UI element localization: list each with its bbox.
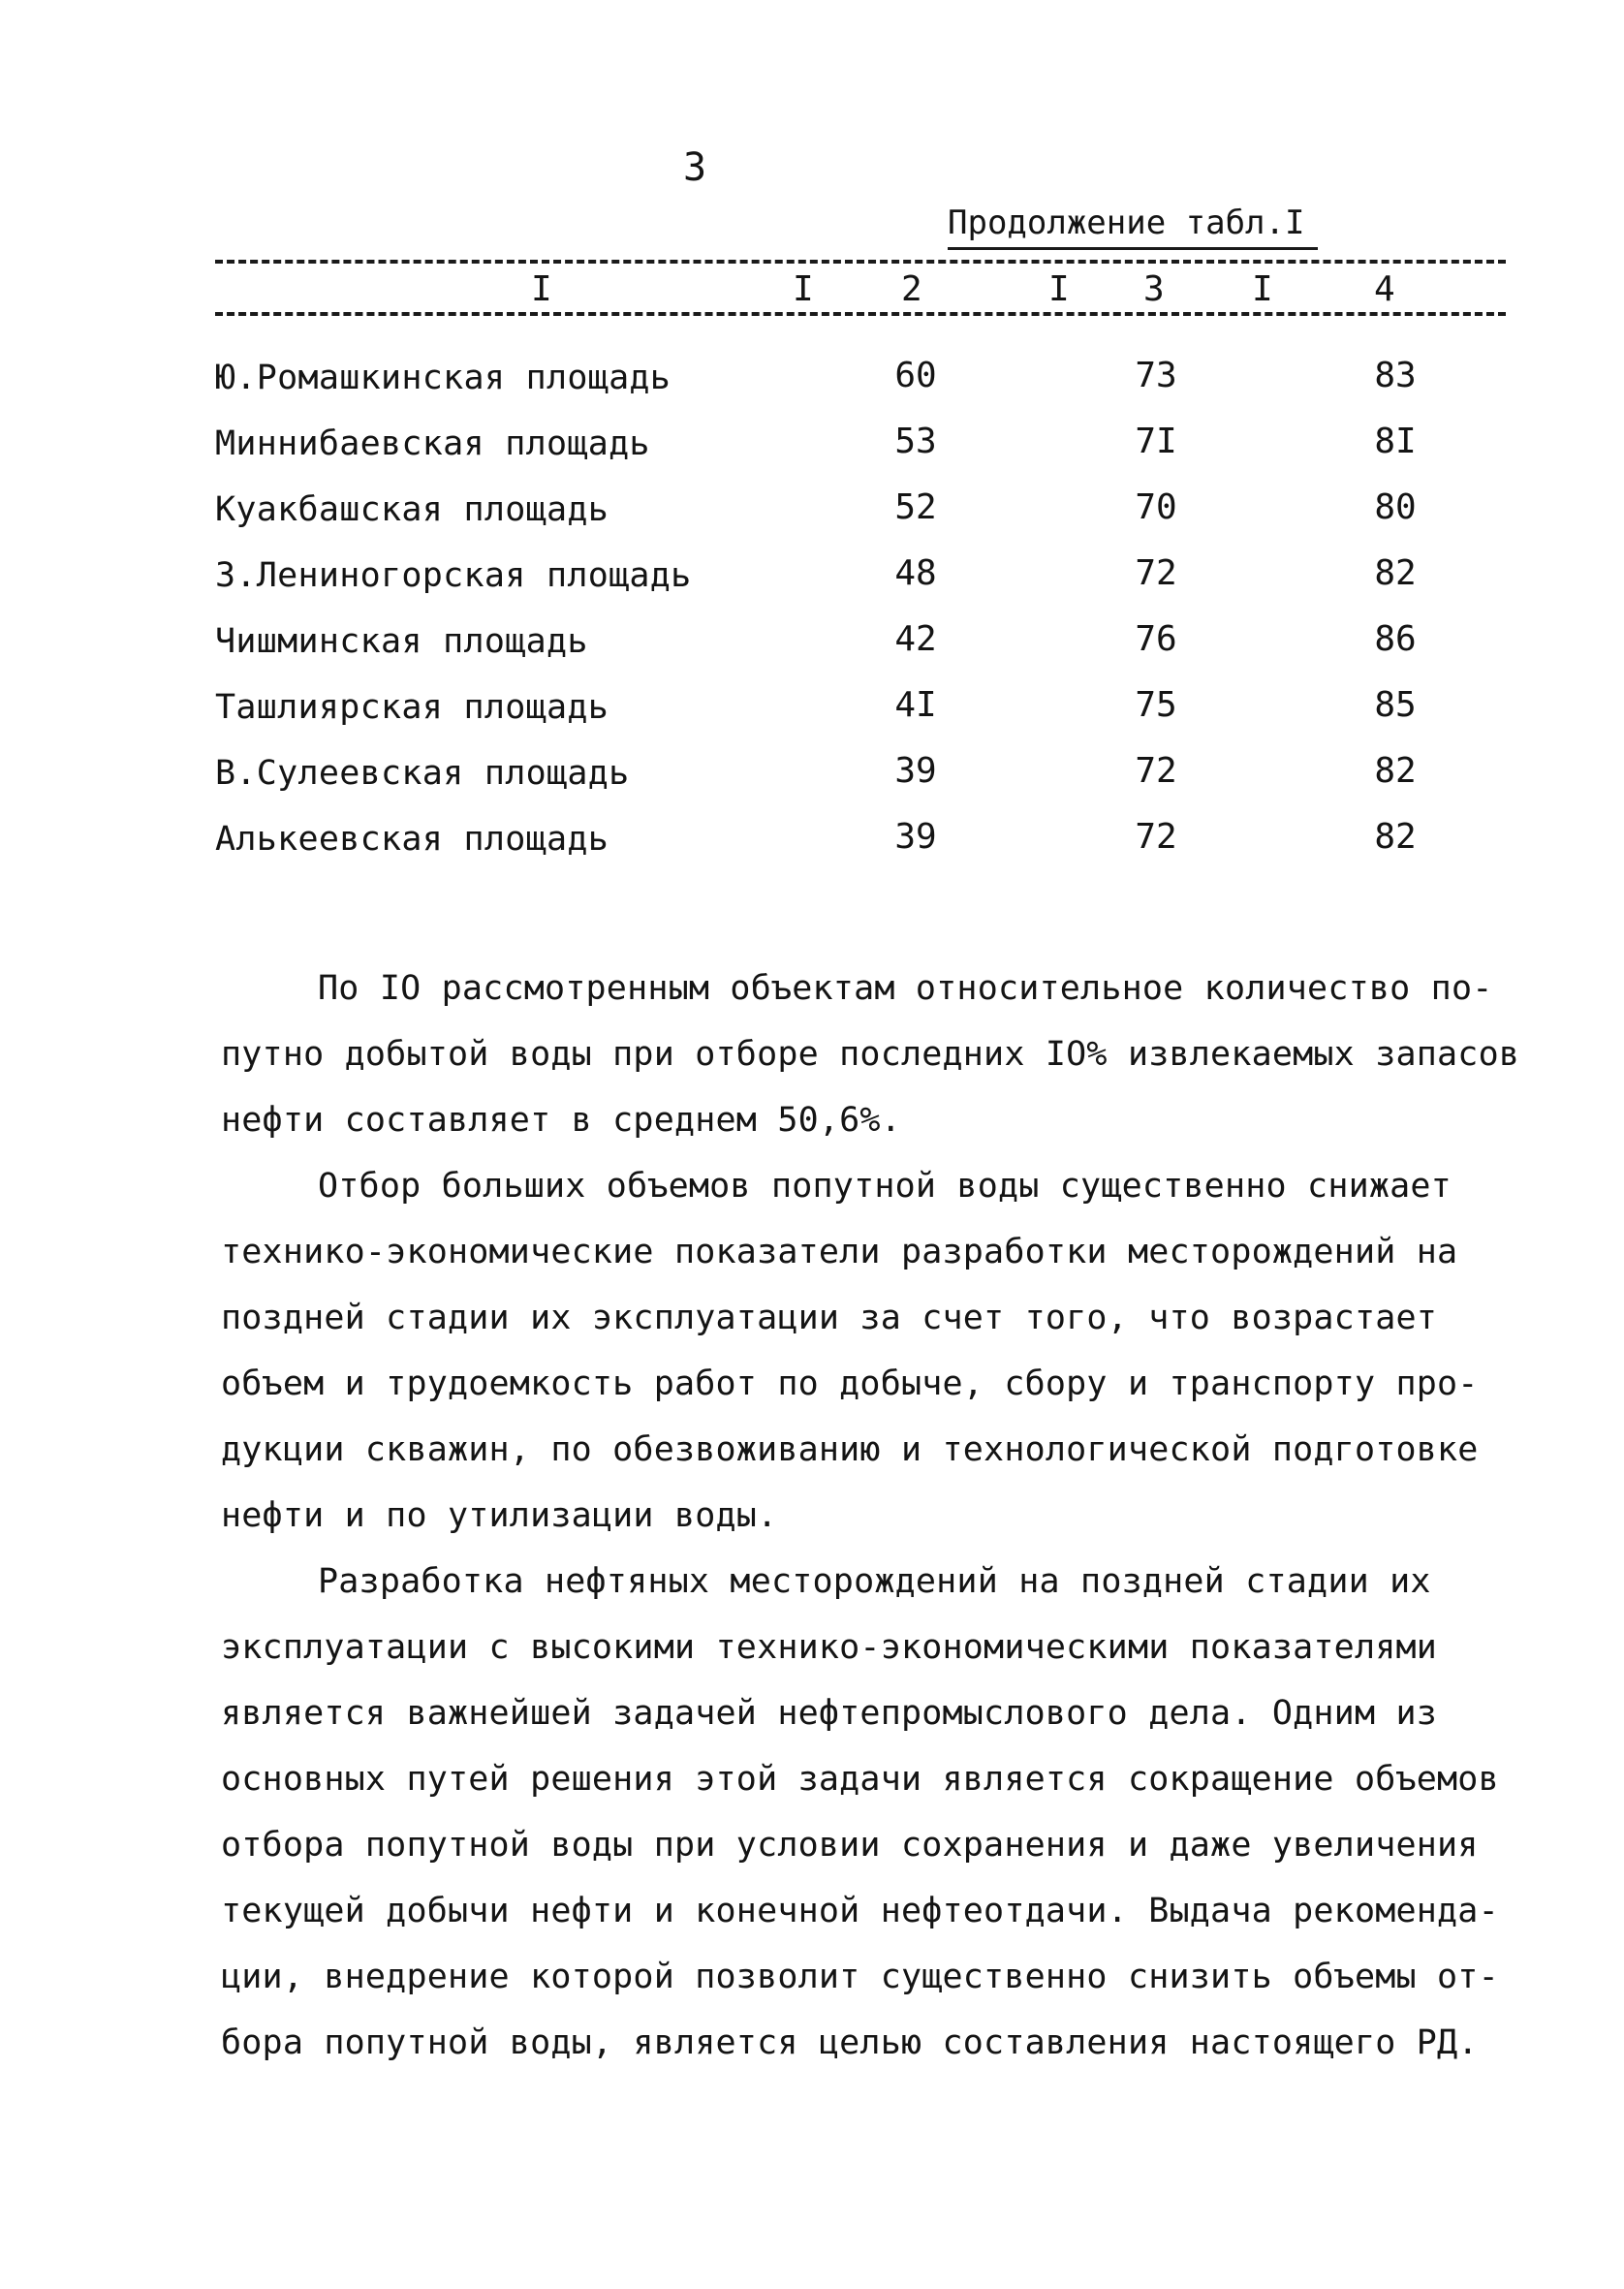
cell-col-2: 48 bbox=[894, 553, 937, 593]
table-header-separator: I bbox=[793, 269, 814, 309]
paragraph-line: нефти и по утилизации воды. bbox=[221, 1496, 778, 1535]
cell-col-4: 86 bbox=[1374, 619, 1417, 659]
row-label: Куакбашская площадь bbox=[215, 490, 609, 529]
cell-col-4: 83 bbox=[1374, 356, 1417, 395]
cell-col-3: 72 bbox=[1135, 817, 1177, 857]
cell-col-2: 53 bbox=[894, 422, 937, 461]
cell-col-3: 72 bbox=[1135, 553, 1177, 593]
paragraph-line: поздней стадии их эксплуатации за счет того, что возрастает bbox=[221, 1299, 1438, 1337]
paragraph-line: Разработка нефтяных месторождений на поздней стадии их bbox=[318, 1562, 1431, 1601]
cell-col-4: 82 bbox=[1374, 817, 1417, 857]
row-label: З.Лениногорская площадь bbox=[215, 556, 692, 595]
table-header-col-3: 3 bbox=[1143, 269, 1165, 309]
paragraph-line: Отбор больших объемов попутной воды существенно снижает bbox=[318, 1167, 1452, 1206]
paragraph-line: объем и трудоемкость работ по добыче, сбору и транспорту про- bbox=[221, 1364, 1479, 1403]
table-header-col-4: 4 bbox=[1374, 269, 1395, 309]
paragraph-line: эксплуатации с высокими технико-экономическими показателями bbox=[221, 1628, 1438, 1667]
cell-col-3: 72 bbox=[1135, 751, 1177, 791]
paragraph-line: отбора попутной воды при условии сохранения и даже увеличения bbox=[221, 1826, 1479, 1865]
cell-col-2: 39 bbox=[894, 751, 937, 791]
table-header-col-1: I bbox=[531, 269, 552, 309]
row-label: Ю.Ромашкинская площадь bbox=[215, 359, 671, 397]
cell-col-4: 85 bbox=[1374, 685, 1417, 725]
table-header-separator: I bbox=[1048, 269, 1070, 309]
cell-col-4: 82 bbox=[1374, 751, 1417, 791]
paragraph-line: нефти составляет в среднем 50,6%. bbox=[221, 1101, 901, 1140]
paragraph-line: путно добытой воды при отборе последних IO% извлекаемых запасов bbox=[221, 1035, 1520, 1074]
cell-col-2: 52 bbox=[894, 487, 937, 527]
cell-col-4: 82 bbox=[1374, 553, 1417, 593]
cell-col-2: 39 bbox=[894, 817, 937, 857]
paragraph-line: дукции скважин, по обезвоживанию и технологической подготовке bbox=[221, 1430, 1479, 1469]
paragraph-line: технико-экономические показатели разработки месторождений на bbox=[221, 1233, 1458, 1271]
row-label: Миннибаевская площадь bbox=[215, 424, 650, 463]
paragraph-line: ции, внедрение которой позволит существенно снизить объемы от- bbox=[221, 1958, 1499, 1996]
table-header-col-2: 2 bbox=[901, 269, 922, 309]
cell-col-2: 60 bbox=[894, 356, 937, 395]
row-label: Чишминская площадь bbox=[215, 622, 588, 661]
cell-col-2: 4I bbox=[894, 685, 937, 725]
cell-col-3: 75 bbox=[1135, 685, 1177, 725]
paragraph-line: бора попутной воды, является целью составления настоящего РД. bbox=[221, 2023, 1479, 2062]
cell-col-3: 70 bbox=[1135, 487, 1177, 527]
cell-col-2: 42 bbox=[894, 619, 937, 659]
row-label: В.Сулеевская площадь bbox=[215, 754, 630, 793]
row-label: Ташлиярская площадь bbox=[215, 688, 609, 727]
cell-col-4: 8I bbox=[1374, 422, 1417, 461]
cell-col-3: 7I bbox=[1135, 422, 1177, 461]
row-label: Алькеевская площадь bbox=[215, 820, 609, 859]
cell-col-3: 73 bbox=[1135, 356, 1177, 395]
paragraph-line: является важнейшей задачей нефтепромыслового дела. Одним из bbox=[221, 1694, 1438, 1733]
paragraph-line: основных путей решения этой задачи является сокращение объемов bbox=[221, 1760, 1499, 1799]
cell-col-4: 80 bbox=[1374, 487, 1417, 527]
table-caption: Продолжение табл.I bbox=[948, 204, 1305, 242]
paragraph-line: текущей добычи нефти и конечной нефтеотдачи. Выдача рекоменда- bbox=[221, 1892, 1499, 1930]
page-number: 3 bbox=[683, 145, 707, 190]
cell-col-3: 76 bbox=[1135, 619, 1177, 659]
table-header-separator: I bbox=[1252, 269, 1273, 309]
paragraph-line: По IO рассмотренным объектам относительное количество по- bbox=[318, 969, 1493, 1008]
